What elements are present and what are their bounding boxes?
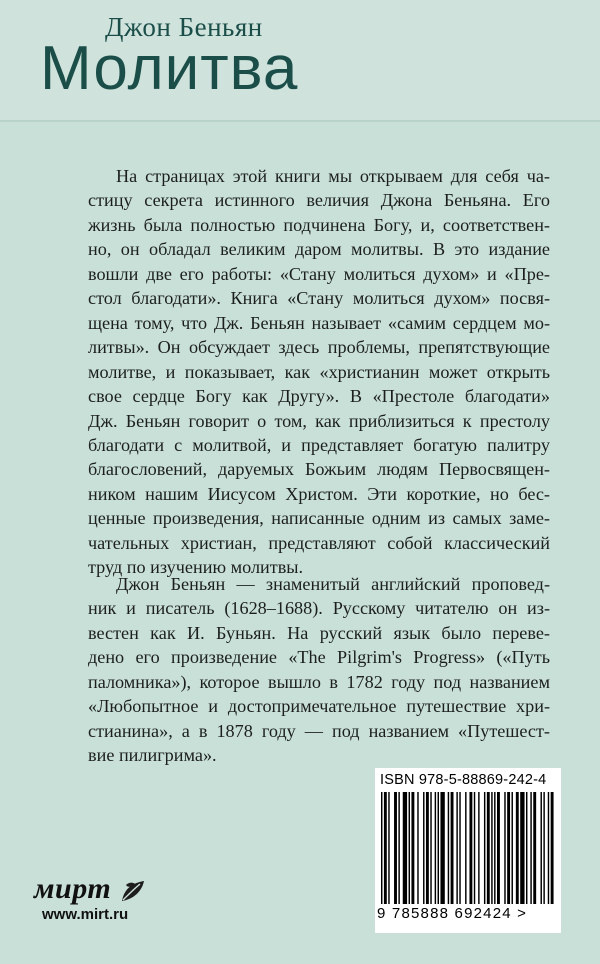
barcode-bar	[533, 792, 536, 904]
barcode-bar	[384, 792, 387, 904]
barcode-bar	[494, 792, 495, 904]
barcode-bar	[474, 792, 475, 904]
barcode-bar	[451, 792, 454, 904]
text-line: благословений, даруемых Божьим людям Первосвящен-	[88, 459, 550, 480]
barcode-bar	[456, 792, 457, 904]
text-line: жизнь была полностью подчинена Богу, и, соответствен-	[88, 214, 550, 235]
barcode-bar	[430, 792, 431, 904]
barcode-bar	[403, 792, 407, 904]
barcode-bar	[438, 792, 439, 904]
text-line: ник и писатель (1628–1688). Русскому читателю он из-	[88, 598, 550, 619]
barcode-panel	[375, 768, 561, 933]
barcode-digits: 9 785888 692424 >	[377, 905, 528, 922]
barcode-bar	[478, 792, 479, 904]
isbn-label: ISBN 978-5-88869-242-4	[380, 772, 547, 788]
barcode-bar	[551, 792, 554, 904]
barcode-bar	[469, 792, 472, 904]
book-title: Молитва	[40, 34, 299, 103]
text-line: вестен как И. Буньян. На русский язык было переве-	[88, 622, 550, 643]
text-line: Джон Беньян — знаменитый английский проповед-	[116, 574, 550, 594]
text-line: литвы». Он обсуждает здесь проблемы, препятствующие	[88, 337, 550, 358]
barcode-bar	[435, 792, 436, 904]
barcode-bar	[440, 792, 444, 904]
barcode-bar	[497, 792, 500, 904]
barcode-bar	[411, 792, 414, 904]
barcode-icon	[379, 792, 555, 904]
text-line: дено его произведение «The Pilgrim's Progress» («Путь	[88, 647, 550, 668]
text-line: молитве, и показывает, как «христианин может открыть	[88, 361, 550, 382]
text-line: Дж. Беньян говорит о том, как приблизиться к престолу	[88, 410, 550, 431]
barcode-bar	[504, 792, 505, 904]
text-line: стицу секрета истинного величия Джона Беньяна. Его	[88, 190, 550, 211]
text-line: ценные произведения, написанные одним из самых заме-	[88, 508, 550, 529]
barcode-bar	[423, 792, 424, 904]
leaf-icon	[120, 879, 146, 903]
barcode-bar	[507, 792, 510, 904]
barcode-bar	[516, 792, 519, 904]
barcode-bar	[417, 792, 418, 904]
text-line: труд по изучению молитвы.	[88, 557, 304, 578]
barcode-bar	[520, 792, 524, 904]
author-name: Джон Беньян	[105, 12, 263, 42]
barcode-bar	[530, 792, 531, 904]
text-line: стол благодати». Книга «Стану молиться духом» посвя-	[88, 288, 550, 309]
barcode-bar	[543, 792, 544, 904]
description-paragraph-1	[88, 164, 550, 580]
publisher-logo: мирт	[34, 872, 112, 905]
text-line: На страницах этой книги мы открываем для себя ча-	[116, 166, 550, 186]
description-paragraph-2	[88, 572, 550, 768]
barcode-bar	[512, 792, 513, 904]
barcode-bar	[381, 792, 382, 904]
publisher-website: www.mirt.ru	[42, 906, 129, 923]
barcode-bar	[487, 792, 490, 904]
barcode-bar	[394, 792, 397, 904]
barcode-bar	[465, 792, 466, 904]
header-divider	[0, 120, 600, 122]
text-line: свое сердце Богу как Другу». В «Престоле благодати»	[88, 386, 550, 407]
barcode-bar	[398, 792, 399, 904]
barcode-bar	[459, 792, 460, 904]
text-line: щена тому, что Дж. Беньян называет «самим сердцем мо-	[88, 312, 550, 333]
barcode-bar	[426, 792, 429, 904]
barcode-bar	[448, 792, 449, 904]
text-line: паломника»), которое вышло в 1782 году под названием	[88, 671, 550, 692]
barcode-bar	[409, 792, 410, 904]
barcode-bar	[548, 792, 549, 904]
barcode-bar	[491, 792, 492, 904]
text-line: вошли две его работы: «Стану молиться духом» и «Пре-	[88, 263, 550, 284]
text-line: чательных христиан, представляют собой классический	[88, 532, 550, 553]
text-line: но, он обладал великим даром молитвы. В это издание	[88, 239, 550, 260]
text-line: стианина», а в 1878 году — под названием «Путешест-	[88, 720, 550, 741]
barcode-bar	[541, 792, 542, 904]
text-line: вие пилигрима».	[88, 745, 217, 766]
barcode-bar	[484, 792, 485, 904]
barcode-bar	[526, 792, 527, 904]
text-line: благодати с молитвой, и представляет богатую палитру	[88, 434, 550, 455]
barcode-bar	[388, 792, 389, 904]
text-line: ником нашим Иисусом Христом. Эти короткие, но бес-	[88, 483, 550, 504]
text-line: «Любопытное и достопримечательное путешествие хри-	[88, 696, 550, 717]
